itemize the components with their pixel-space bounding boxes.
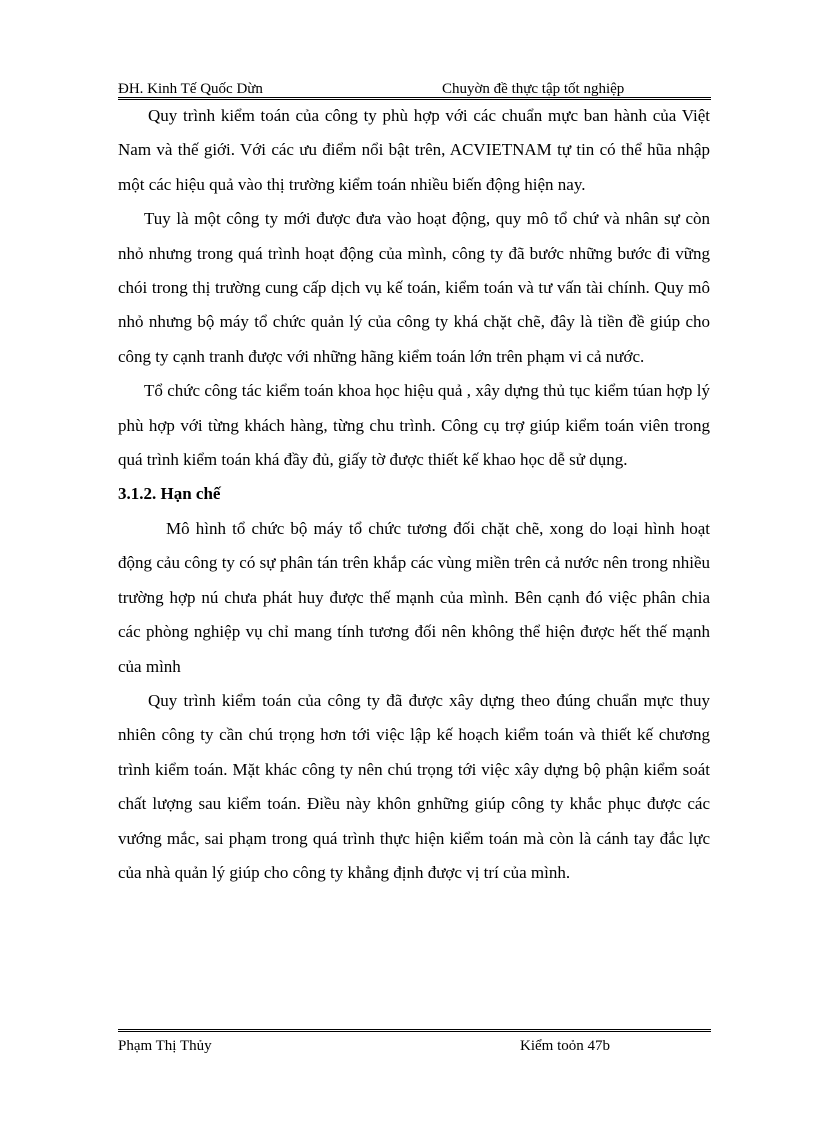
footer-author: Phạm Thị Thủy (118, 1038, 212, 1054)
paragraph-organizational-limitations: Mô hình tổ chức bộ máy tổ chức tương đối chặt chẽ, xong do loại hình hoạt động cảu công ty có sự phân tán trên khắp các vùng miền trên cả nước nên trong nhiều trường hợp nú chưa phát huy được thế mạnh của mình. Bên cạnh đó việc phân chia các phòng nghiệp vụ chỉ mang tính tương đối nên không thể hiện được hết thế mạnh của mình (118, 518, 710, 676)
paragraph-company-growth: Tuy là một công ty mới được đưa vào hoạt động, quy mô tổ chứ và nhân sự còn nhỏ nhưng trong quá trình hoạt động của mình, công ty đã bước những bước đi vững chói trong thị trường cung cấp dịch vụ kế toán, kiểm toán và tư vấn tài chính. Quy mô nhỏ nhưng bộ máy tổ chức quản lý của công ty khá chặt chẽ, đây là tiền đề giúp cho công ty cạnh tranh được với những hãng kiểm toán lớn trên phạm vi cả nước. (118, 209, 710, 366)
header-document-type: Chuyờn đề thực tập tốt nghiệp (442, 81, 625, 97)
footer-divider (118, 1029, 711, 1032)
document-body (118, 99, 710, 890)
page-footer (118, 1037, 710, 1057)
footer-class: Kiểm toỏn 47b (520, 1038, 610, 1054)
paragraph-process-standards: Quy trình kiểm toán của công ty phù hợp với các chuẩn mực ban hành của Việt Nam và thế giới. Với các ưu điểm nổi bật trên, ACVIETNAM tự tin có thể hũa nhập một các hiệu quả vào thị trường kiểm toán nhiều biến động hiện nay. (118, 106, 710, 194)
paragraph-audit-organization: Tổ chức công tác kiểm toán khoa học hiệu quả , xây dựng thủ tục kiểm túan hợp lý phù hợp với từng khách hàng, từng chu trình. Công cụ trợ giúp kiểm toán viên trong quá trình kiểm toán khá đầy đủ, giấy tờ được thiết kế khao học dễ sử dụng. (118, 381, 710, 470)
section-heading-limitations: 3.1.2. Hạn chế (118, 484, 221, 504)
paragraph-improvement-recommendations: Quy trình kiểm toán của công ty đã được xây dựng theo đúng chuẩn mực thuy nhiên công ty cần chú trọng hơn tới việc lập kế hoạch kiểm toán và thiết kế chương trình kiểm toán. Mặt khác công ty nên chú trọng tới việc xây dựng bộ phận kiểm soát chất lượng sau kiểm toán. Điều này khôn gnhững giúp công ty khắc phục được các vướng mắc, sai phạm trong quá trình thực hiện kiểm toán mà còn là cánh tay đắc lực của nhà quản lý giúp cho công ty khẳng định được vị trí của mình. (118, 690, 710, 882)
header-university: ĐH. Kinh Tế Quốc Dừn (118, 81, 263, 97)
